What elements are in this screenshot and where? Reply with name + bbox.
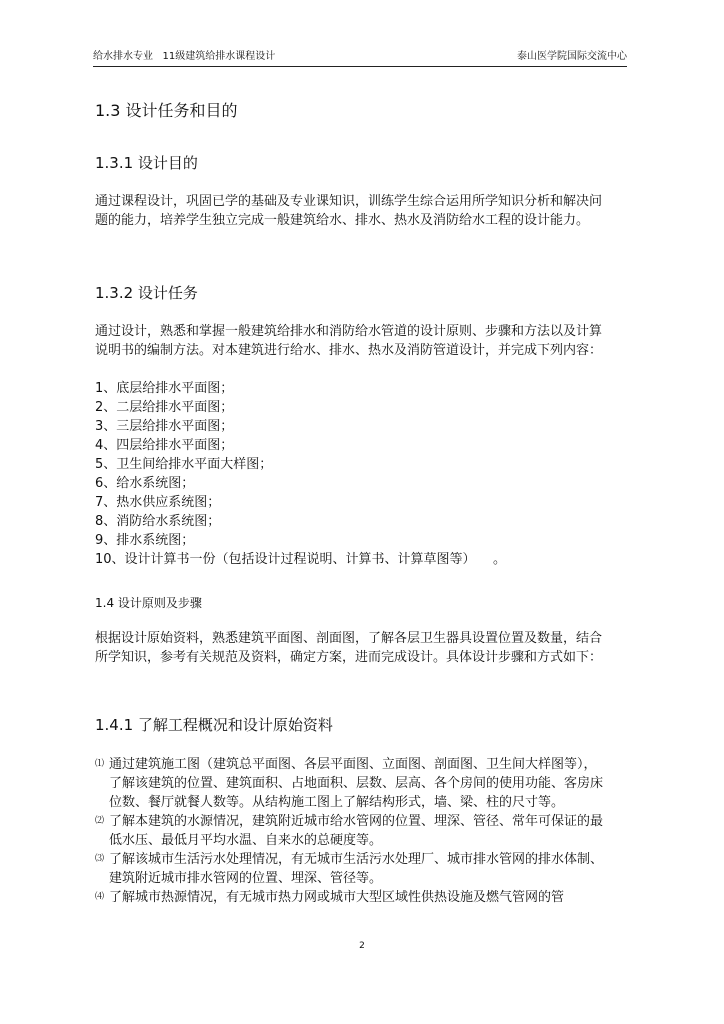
list-item xyxy=(95,755,607,812)
step-number: ⑶ xyxy=(95,854,105,864)
list-item: 6、给水系统图； xyxy=(95,476,195,491)
list-item-suffix: 。 xyxy=(493,552,507,567)
list-item: 8、消防给水系统图； xyxy=(95,514,221,529)
section-1-4-1-title: 1.4.1 了解工程概况和设计原始资料 xyxy=(95,716,333,734)
list-item: 1、底层给排水平面图； xyxy=(95,381,234,396)
list-item: 9、排水系统图； xyxy=(95,533,195,548)
list-item: 5、卫生间给排水平面大样图； xyxy=(95,457,273,472)
step-number: ⑷ xyxy=(95,892,105,902)
section-1-3-2-title: 1.3.2 设计任务 xyxy=(95,284,198,302)
step-text: 了解本建筑的水源情况，建筑附近城市给水管网的位置、埋深、管径、常年可保证的最低水压、最低月平均水温、自来水的总硬度等。 xyxy=(109,814,604,848)
design-steps-list xyxy=(95,755,607,907)
list-item: 7、热水供应系统图； xyxy=(95,495,221,510)
step-number: ⑴ xyxy=(95,759,105,769)
list-item: 10、设计计算书一份（包括设计过程说明、计算书、计算草图等） 。 xyxy=(95,552,507,567)
design-task-list xyxy=(95,379,615,569)
section-1-3-1-title: 1.3.1 设计目的 xyxy=(95,154,198,172)
section-1-3-2-intro: 通过设计，熟悉和掌握一般建筑给排水和消防给水管道的设计原则、步骤和方法以及计算说明书的编制方法。对本建筑进行给水、排水、热水及消防管道设计，并完成下列内容： xyxy=(95,324,603,358)
step-text: 了解该城市生活污水处理情况，有无城市生活污水处理厂、城市排水管网的排水体制、建筑附近城市排水管网的位置、埋深、管径等。 xyxy=(109,852,604,886)
list-item xyxy=(95,850,607,888)
list-item xyxy=(95,888,607,907)
section-1-3-title: 1.3 设计任务和目的 xyxy=(95,101,238,120)
list-item xyxy=(95,812,607,850)
list-item: 3、三层给排水平面图； xyxy=(95,419,234,434)
list-item: 2、二层给排水平面图； xyxy=(95,400,234,415)
header-left-text: 给水排水专业 11级建筑给排水课程设计 xyxy=(93,51,276,62)
list-item: 4、四层给排水平面图； xyxy=(95,438,234,453)
section-1-4-body: 根据设计原始资料，熟悉建筑平面图、剖面图，了解各层卫生器具设置位置及数量，结合所学知识，参考有关规范及资料，确定方案，进而完成设计。具体设计步骤和方式如下： xyxy=(95,631,603,665)
header-right-text: 泰山医学院国际交流中心 xyxy=(517,51,627,62)
step-number: ⑵ xyxy=(95,816,105,826)
section-1-4-title: 1.4 设计原则及步骤 xyxy=(95,596,202,610)
step-text: 了解城市热源情况，有无城市热力网或城市大型区域性供热设施及燃气管网的管 xyxy=(109,890,565,905)
page-number: 2 xyxy=(359,941,365,951)
step-text: 通过建筑施工图（建筑总平面图、各层平面图、立面图、剖面图、卫生间大样图等），了解该建筑的位置、建筑面积、占地面积、层数、层高、各个房间的使用功能、客房床位数、餐厅就餐人数等。从结构施工图上了解结构形式，墙、梁、柱的尺寸等。 xyxy=(109,757,604,810)
section-1-3-1-body: 通过课程设计，巩固已学的基础及专业课知识，训练学生综合运用所学知识分析和解决问题的能力，培养学生独立完成一般建筑给水、排水、热水及消防给水工程的设计能力。 xyxy=(95,194,603,228)
page-header xyxy=(93,48,627,67)
